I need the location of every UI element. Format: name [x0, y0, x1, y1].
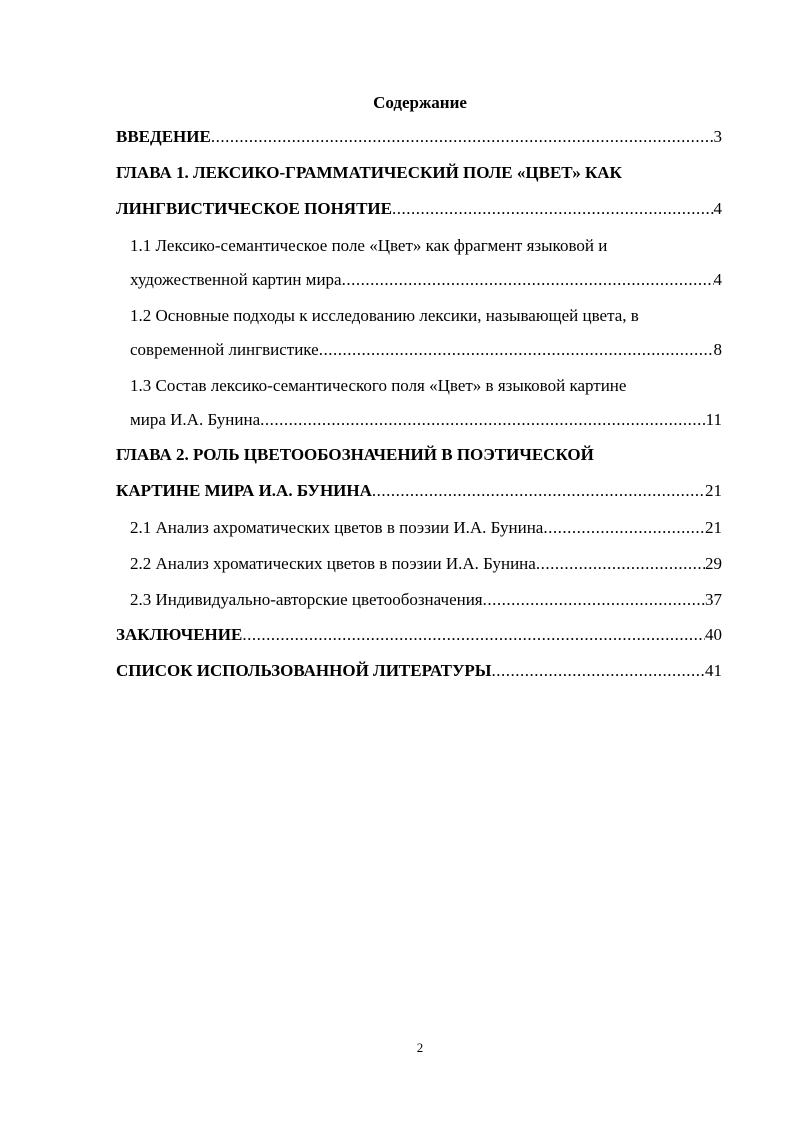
toc-entry-text: 2.1 Анализ ахроматических цветов в поэзии И.А. Бунина	[130, 518, 544, 537]
toc-entry-bibliography[interactable]	[116, 653, 722, 689]
toc-entry-conclusion[interactable]	[116, 617, 722, 653]
toc-entry-chapter-2[interactable]	[116, 437, 722, 509]
toc-entry-section-1-3[interactable]	[116, 369, 722, 437]
toc-entry-text: современной лингвистике	[130, 340, 319, 359]
toc-entry-section-1-2[interactable]	[116, 299, 722, 367]
dot-leader	[536, 547, 705, 581]
toc-entry-page: 11	[705, 410, 722, 429]
dot-leader	[260, 403, 705, 437]
toc-entry-text: мира И.А. Бунина	[130, 410, 261, 429]
toc-entry-page: 4	[713, 270, 722, 289]
toc-entry-page: 21	[705, 518, 722, 537]
dot-leader	[319, 333, 714, 367]
toc-entry-section-2-1[interactable]	[116, 511, 722, 545]
toc-title: Содержание	[373, 93, 467, 112]
dot-leader	[392, 191, 714, 227]
toc-entry-text: 2.3 Индивидуально-авторские цветообозначения	[130, 590, 483, 609]
dot-leader	[211, 119, 714, 155]
toc-entry-text: ЗАКЛЮЧЕНИЕ	[116, 625, 243, 644]
toc-entry-text: 2.2 Анализ хроматических цветов в поэзии И.А. Бунина	[130, 554, 536, 573]
toc-entry-page: 40	[705, 625, 722, 644]
dot-leader	[483, 583, 705, 617]
page-number: 2	[416, 1040, 424, 1055]
toc-entry-page: 21	[705, 481, 722, 500]
toc-entry-chapter-1[interactable]	[116, 155, 722, 227]
toc-entry-introduction[interactable]	[116, 119, 722, 155]
toc-entry-text: СПИСОК ИСПОЛЬЗОВАННОЙ ЛИТЕРАТУРЫ	[116, 661, 492, 680]
toc-entry-page: 41	[705, 661, 722, 680]
toc-entry-page: 3	[713, 127, 722, 146]
toc-entry-text-line1: 1.1 Лексико-семантическое поле «Цвет» как фрагмент языковой и	[130, 236, 608, 255]
toc-entry-text: ВВЕДЕНИЕ	[116, 127, 211, 146]
toc-entry-text-line1: 1.3 Состав лексико-семантического поля «Цвет» в языковой картине	[130, 376, 627, 395]
table-of-contents	[116, 119, 722, 689]
toc-entry-page: 29	[705, 554, 722, 573]
dot-leader	[372, 473, 705, 509]
dot-leader	[342, 263, 714, 297]
toc-entry-text: ЛИНГВИСТИЧЕСКОЕ ПОНЯТИЕ	[116, 199, 392, 218]
toc-entry-page: 4	[713, 199, 722, 218]
toc-entry-text-line1: ГЛАВА 2. РОЛЬ ЦВЕТООБОЗНАЧЕНИЙ В ПОЭТИЧЕСКОЙ	[116, 445, 594, 464]
toc-entry-text-line1: 1.2 Основные подходы к исследованию лексики, называющей цвета, в	[130, 306, 639, 325]
dot-leader	[242, 617, 705, 653]
toc-entry-section-2-3[interactable]	[116, 583, 722, 617]
toc-entry-text: КАРТИНЕ МИРА И.А. БУНИНА	[116, 481, 372, 500]
toc-entry-text: художественной картин мира	[130, 270, 342, 289]
toc-entry-page: 8	[713, 340, 722, 359]
dot-leader	[492, 653, 706, 689]
toc-entry-section-1-1[interactable]	[116, 229, 722, 297]
toc-entry-text-line1: ГЛАВА 1. ЛЕКСИКО-ГРАММАТИЧЕСКИЙ ПОЛЕ «ЦВЕТ» КАК	[116, 163, 622, 182]
toc-entry-section-2-2[interactable]	[116, 547, 722, 581]
dot-leader	[543, 511, 705, 545]
toc-entry-page: 37	[705, 590, 722, 609]
